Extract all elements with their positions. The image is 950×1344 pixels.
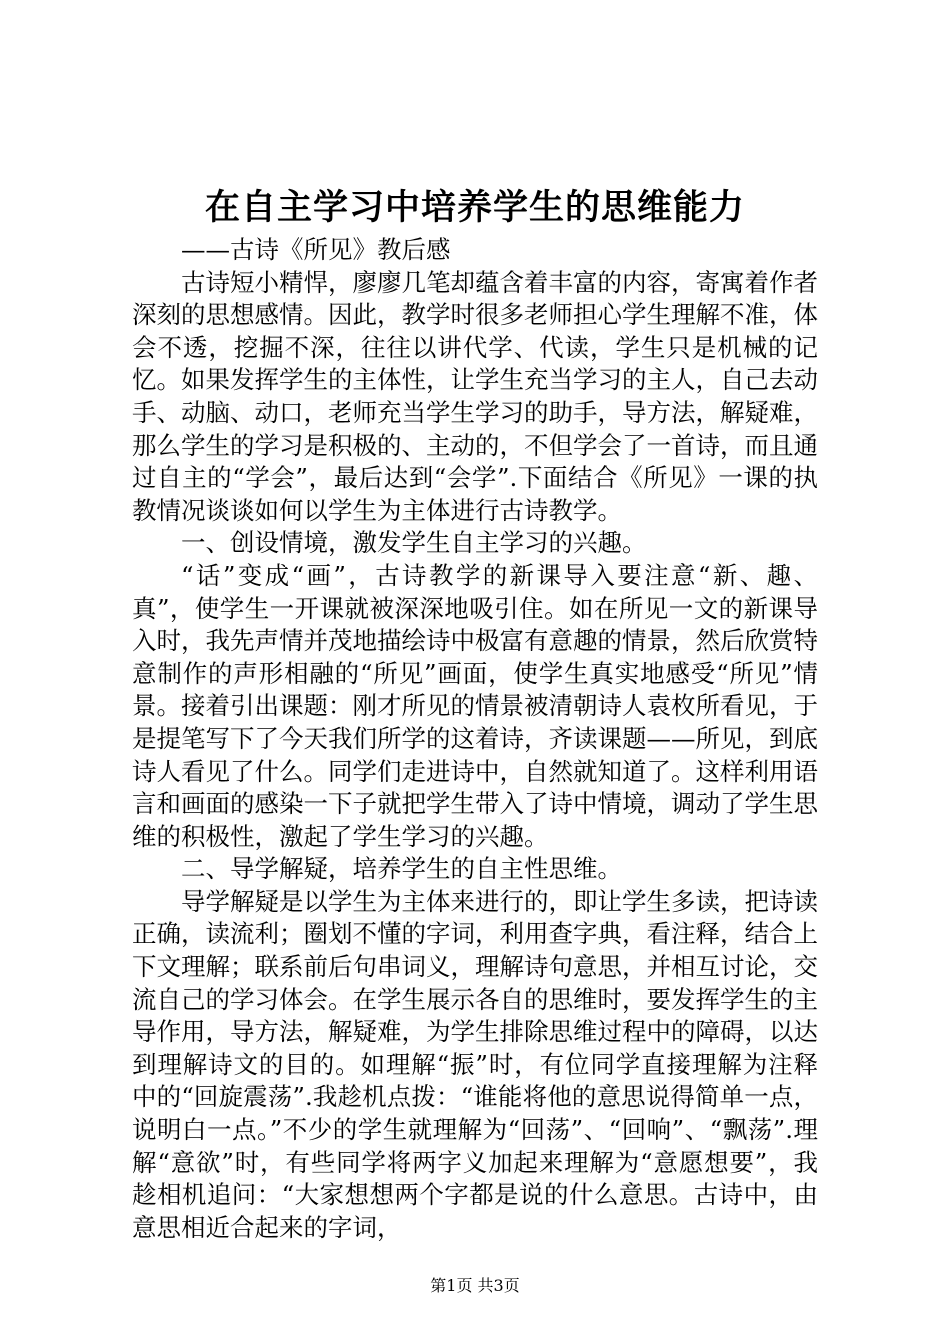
section-heading-1: 一、创设情境，激发学生自主学习的兴趣。	[181, 528, 647, 558]
document-title: 在自主学习中培养学生的思维能力	[204, 187, 745, 228]
document-body	[132, 234, 818, 1244]
document-subtitle: ——古诗《所见》教后感	[181, 235, 451, 264]
page-footer: 第1页 共3页	[430, 1276, 520, 1295]
paragraph-intro: 古诗短小精悍，廖廖几笔却蕴含着丰富的内容，寄寓着作者深刻的思想感情。因此，教学时很多老师担心学生理解不准，体会不透，挖掘不深，往往以讲代学、代读，学生只是机械的记忆。如果发挥学生的主体性，让学生充当学习的主人，自己去动手、动脑、动口，老师充当学生学习的助手，导方法，解疑难，那么学生的学习是积极的、主动的，不但学会了一首诗，而且通过自主的“学会”，最后达到“会学”.下面结合《所见》一课的执教情况谈谈如何以学生为主体进行古诗教学。	[132, 267, 818, 525]
paragraph-section-2: 导学解疑是以学生为主体来进行的，即让学生多读，把诗读正确，读流利；圈划不懂的字词，利用查字典，看注释，结合上下文理解；联系前后句串词义，理解诗句意思，并相互讨论，交流自己的学习体会。在学生展示各自的思维时，要发挥学生的主导作用，导方法，解疑难，为学生排除思维过程中的障碍，以达到理解诗文的目的。如理解“振”时，有位同学直接理解为注释中的“回旋震荡”.我趁机点拨：“谁能将他的意思说得简单一点，说明白一点。”不少的学生就理解为“回荡”、“回响”、“飘荡”.理解“意欲”时，有些同学将两字义加起来理解为“意愿想要”，我趁相机追问：“大家想想两个字都是说的什么意思。古诗中，由意思相近合起来的字词，	[132, 886, 818, 1242]
section-heading-2: 二、导学解疑，培养学生的自主性思维。	[181, 854, 622, 884]
paragraph-section-1: “话”变成“画”，古诗教学的新课导入要注意“新、趣、真”，使学生一开课就被深深地吸引住。如在所见一文的新课导入时，我先声情并茂地描绘诗中极富有意趣的情景，然后欣赏特意制作的声形相融的“所见”画面，使学生真实地感受“所见”情景。接着引出课题：刚才所见的情景被清朝诗人袁枚所看见，于是提笔写下了今天我们所学的这着诗，齐读课题——所见，到底诗人看见了什么。同学们走进诗中，自然就知道了。这样利用语言和画面的感染一下子就把学生带入了诗中情境，调动了学生思维的积极性，激起了学生学习的兴趣。	[132, 560, 818, 851]
